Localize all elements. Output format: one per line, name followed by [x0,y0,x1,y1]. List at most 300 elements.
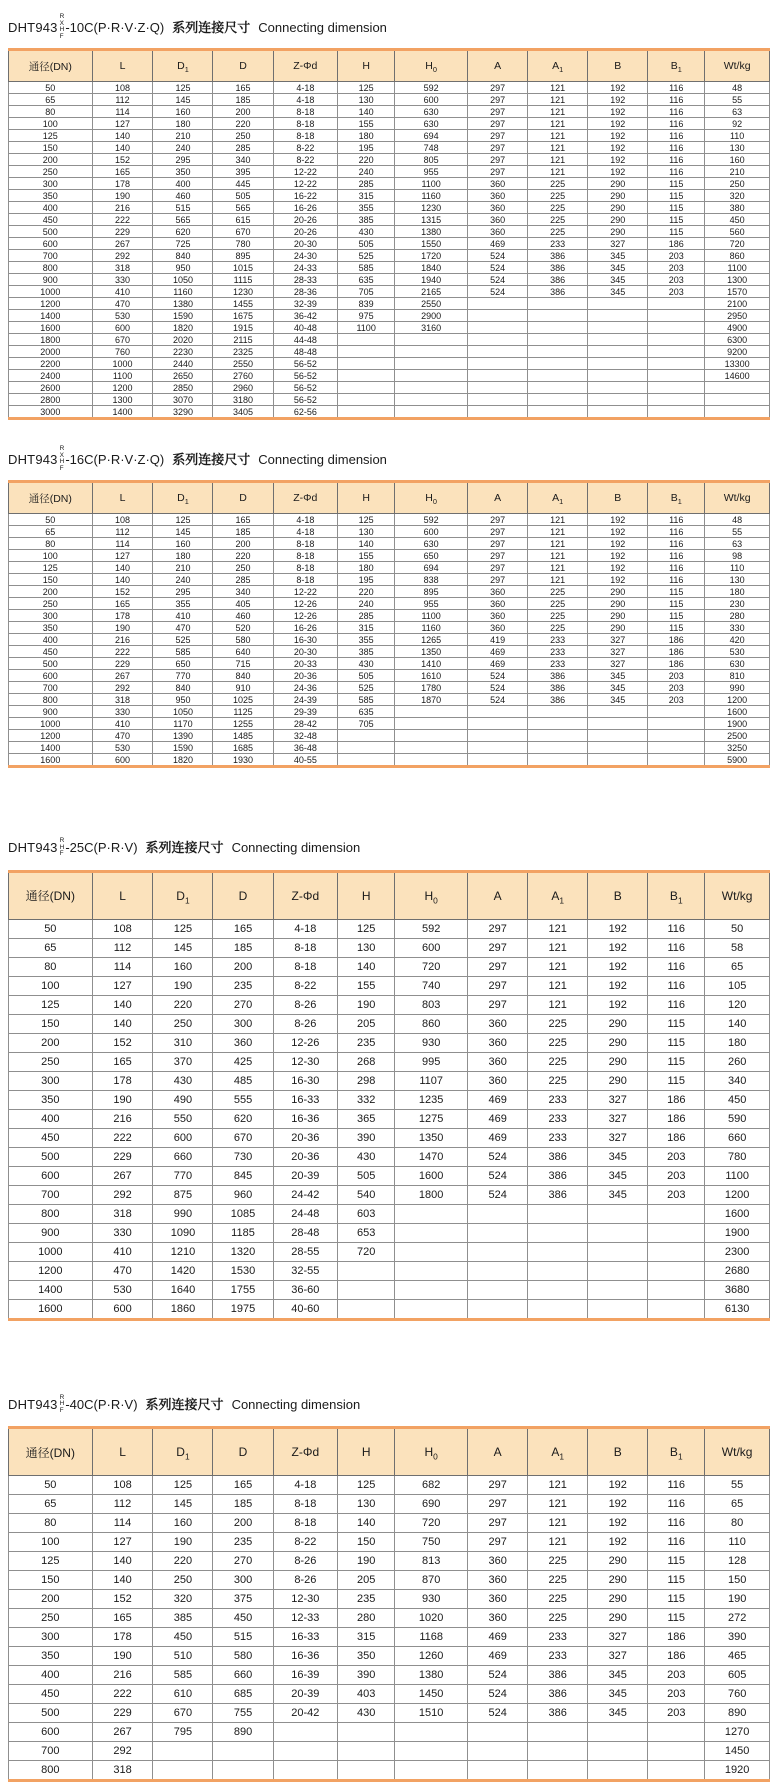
table-cell: 839 [338,298,395,310]
table-cell: 225 [528,1571,588,1590]
table-cell: 2165 [395,286,468,298]
table-cell: 1265 [395,634,468,646]
table-cell: 50 [705,919,770,938]
table-cell: 465 [705,1647,770,1666]
table-cell: 125 [153,82,213,94]
table-cell [338,394,395,406]
table-cell: 2600 [9,382,93,394]
table-cell: 150 [9,1014,93,1033]
table-cell [338,742,395,754]
table-cell [528,298,588,310]
table-cell: 345 [588,670,648,682]
table-cell [528,358,588,370]
table-cell: 600 [153,1128,213,1147]
table-cell: 233 [528,1109,588,1128]
table-cell: 2440 [153,358,213,370]
table-cell: 116 [648,118,705,130]
table-row [9,742,770,754]
table-cell [648,310,705,322]
table-cell: 1100 [338,322,395,334]
table-cell: 114 [92,1514,153,1533]
stack-letter: H [59,458,65,465]
table-row [9,298,770,310]
table-cell: 28-48 [273,1223,338,1242]
column-header: H [338,1428,395,1476]
section-title-10c [8,4,770,48]
table-cell: 110 [705,562,770,574]
table-cell: 115 [648,622,705,634]
table-cell: 116 [648,94,705,106]
table-cell: 260 [705,1052,770,1071]
table-cell: 800 [9,1761,93,1781]
table-cell: 116 [648,995,705,1014]
table-row [9,142,770,154]
stack-letter: R [59,445,65,452]
table-cell: 530 [92,1280,153,1299]
table-cell: 524 [468,274,528,286]
table-cell: 285 [338,610,395,622]
table-cell [588,406,648,419]
table-cell: 290 [588,610,648,622]
table-cell: 32-55 [273,1261,338,1280]
table-row [9,166,770,178]
table-cell: 12-30 [273,1590,338,1609]
table-cell: 2020 [153,334,213,346]
stack-letter: R [59,1393,65,1401]
table-cell: 860 [705,250,770,262]
table-cell: 190 [338,1552,395,1571]
table-cell: 121 [528,957,588,976]
table-cell: 592 [395,514,468,526]
table-cell [395,1280,468,1299]
table-cell: 16-30 [273,1071,338,1090]
table-row [9,562,770,574]
table-cell: 267 [92,670,153,682]
table-cell: 100 [9,550,93,562]
table-cell: 660 [213,1666,273,1685]
table-cell: 700 [9,250,93,262]
table-cell: 121 [528,130,588,142]
table-cell: 2960 [213,382,273,394]
table-cell: 8-18 [273,130,338,142]
table-cell: 360 [468,1052,528,1071]
table-cell: 592 [395,82,468,94]
table-cell: 229 [92,1147,153,1166]
table-cell: 24-39 [273,694,338,706]
table-cell: 229 [92,226,153,238]
table-row [9,1128,770,1147]
table-row [9,1647,770,1666]
table-row [9,514,770,526]
table-cell: 350 [338,1647,395,1666]
column-header: 通径(DN) [9,871,93,919]
table-cell: 297 [468,118,528,130]
table-row [9,1014,770,1033]
table-cell: 203 [648,274,705,286]
table-cell: 995 [395,1052,468,1071]
table-cell: 115 [648,1571,705,1590]
table-cell: 16-33 [273,1628,338,1647]
table-cell: 115 [648,178,705,190]
table-cell: 524 [468,670,528,682]
table-cell: 1975 [213,1299,273,1319]
table-cell: 250 [213,562,273,574]
table-cell: 930 [395,1033,468,1052]
table-cell: 1000 [9,286,93,298]
table-cell: 1940 [395,274,468,286]
column-header: Z-Φd [273,50,338,82]
table-cell: 63 [705,106,770,118]
table-cell: 1050 [153,706,213,718]
table-cell: 121 [528,82,588,94]
table-cell: 524 [468,286,528,298]
table-cell: 315 [338,1628,395,1647]
table-cell: 112 [92,1495,153,1514]
table-cell: 386 [528,274,588,286]
column-header: $D_1$ [153,50,213,82]
table-cell: 327 [588,646,648,658]
table-cell: 125 [338,82,395,94]
table-cell: 890 [705,1704,770,1723]
section-title-40c [8,1381,770,1427]
table-cell: 165 [213,514,273,526]
table-cell: 610 [153,1685,213,1704]
table-row [9,634,770,646]
table-cell: 116 [648,957,705,976]
table-cell: 220 [153,995,213,1014]
column-header: Wt/kg [705,871,770,919]
table-row [9,957,770,976]
table-cell [213,1742,273,1761]
table-row [9,938,770,957]
table-cell: 200 [9,586,93,598]
table-cell [468,298,528,310]
table-cell: 65 [9,938,93,957]
table-cell: 178 [92,610,153,622]
table-cell: 469 [468,1647,528,1666]
table-cell [528,1261,588,1280]
table-cell: 50 [9,1476,93,1495]
table-cell: 386 [528,250,588,262]
table-cell: 300 [9,1071,93,1090]
table-cell: 145 [153,94,213,106]
table-cell: 192 [588,995,648,1014]
table-cell: 297 [468,1476,528,1495]
table-cell: 110 [705,130,770,142]
table-cell: 1455 [213,298,273,310]
table-row [9,610,770,622]
table-cell [468,1761,528,1781]
table-cell: 195 [338,574,395,586]
table-cell: 116 [648,514,705,526]
table-cell [528,1723,588,1742]
table-cell: 130 [705,574,770,586]
table-cell: 430 [338,226,395,238]
table-cell: 186 [648,658,705,670]
table-cell: 1640 [153,1280,213,1299]
table-cell: 250 [705,178,770,190]
table-cell: 235 [338,1033,395,1052]
table-cell: 682 [395,1476,468,1495]
table-cell: 8-22 [273,976,338,995]
table-cell: 860 [395,1014,468,1033]
table-cell: 108 [92,82,153,94]
table-cell: 1200 [9,1261,93,1280]
table-cell [395,754,468,767]
table-cell: 400 [9,202,93,214]
table-cell: 203 [648,682,705,694]
table-cell: 290 [588,1014,648,1033]
table-row [9,190,770,202]
table-cell: 580 [213,1647,273,1666]
section-10c [8,4,770,420]
table-cell: 469 [468,238,528,250]
table-cell: 360 [468,190,528,202]
table-cell [588,310,648,322]
table-cell: 297 [468,154,528,166]
header-row [9,1428,770,1476]
table-cell: 1185 [213,1223,273,1242]
table-cell: 225 [528,226,588,238]
table-cell: 1170 [153,718,213,730]
table-cell: 240 [153,574,213,586]
table-cell: 2850 [153,382,213,394]
table-cell: 1755 [213,1280,273,1299]
table-cell: 345 [588,274,648,286]
table-cell: 990 [705,682,770,694]
table-cell: 720 [338,1242,395,1261]
table-cell: 65 [705,957,770,976]
table-cell: 8-26 [273,1552,338,1571]
table-cell: 360 [468,226,528,238]
table-cell: 121 [528,154,588,166]
table-cell: 100 [9,1533,93,1552]
table-cell: 233 [528,1128,588,1147]
table-cell: 297 [468,574,528,586]
table-row [9,406,770,419]
table-cell: 160 [153,106,213,118]
table-cell: 290 [588,622,648,634]
table-cell: 900 [9,706,93,718]
table-cell: 386 [528,1147,588,1166]
table-cell: 195 [338,142,395,154]
column-header: L [92,1428,153,1476]
table-cell: 20-36 [273,1147,338,1166]
table-cell: 230 [705,598,770,610]
table-cell: 128 [705,1552,770,1571]
table-cell: 650 [395,550,468,562]
table-cell: 4-18 [273,94,338,106]
header-row [9,482,770,514]
table-cell: 297 [468,526,528,538]
column-header: B [588,871,648,919]
column-header: A [468,482,528,514]
table-cell: 116 [648,1476,705,1495]
table-cell: 524 [468,1685,528,1704]
column-header: D [213,871,273,919]
table-cell [468,1242,528,1261]
table-cell: 800 [9,262,93,274]
table-row [9,538,770,550]
table-cell: 297 [468,550,528,562]
table-cell: 318 [92,1204,153,1223]
table-cell [468,1280,528,1299]
column-header: B [588,1428,648,1476]
title-en: Connecting dimension [231,840,361,856]
table-cell: 9200 [705,346,770,358]
table-cell: 1255 [213,718,273,730]
table-cell [468,1223,528,1242]
table-cell: 12-26 [273,610,338,622]
table-cell: 145 [153,526,213,538]
table-cell: 810 [705,670,770,682]
table-row [9,730,770,742]
table-cell: 225 [528,1052,588,1071]
table-cell: 445 [213,178,273,190]
table-cell: 2900 [395,310,468,322]
table-cell: 233 [528,1628,588,1647]
table-cell: 3070 [153,394,213,406]
table-cell: 653 [338,1223,395,1242]
table-cell: 192 [588,550,648,562]
table-cell: 524 [468,1666,528,1685]
table-cell: 950 [153,694,213,706]
stack-letter: F [59,464,64,472]
table-cell: 469 [468,1090,528,1109]
table-cell [468,1204,528,1223]
table-cell: 36-48 [273,742,338,754]
table-cell: 360 [468,610,528,622]
table-cell: 360 [468,1014,528,1033]
table-cell [468,310,528,322]
column-header: Wt/kg [705,1428,770,1476]
table-cell: 550 [153,1109,213,1128]
table-cell: 450 [705,1090,770,1109]
table-cell: 40-48 [273,322,338,334]
table-cell: 1275 [395,1109,468,1128]
table-row [9,310,770,322]
table-cell [648,1761,705,1781]
table-cell: 1685 [213,742,273,754]
table-cell: 715 [213,658,273,670]
table-cell: 225 [528,1609,588,1628]
table-cell: 270 [213,1552,273,1571]
table-cell: 186 [648,1109,705,1128]
table-cell: 297 [468,1514,528,1533]
table-cell: 233 [528,238,588,250]
table-cell: 4-18 [273,919,338,938]
table-cell: 2550 [395,298,468,310]
table-cell: 140 [338,957,395,976]
table-cell: 8-26 [273,1014,338,1033]
table-cell: 8-22 [273,1533,338,1552]
table-cell: 1235 [395,1090,468,1109]
table-row [9,238,770,250]
table-cell [588,298,648,310]
table-cell [588,346,648,358]
table-cell: 515 [213,1628,273,1647]
table-cell [648,1223,705,1242]
table-cell [338,730,395,742]
table-cell: 685 [213,1685,273,1704]
table-cell: 1115 [213,274,273,286]
table-row [9,130,770,142]
table-cell: 240 [338,598,395,610]
table-cell: 386 [528,1704,588,1723]
table-cell: 750 [395,1533,468,1552]
table-cell: 121 [528,106,588,118]
table-cell: 6300 [705,334,770,346]
table-cell: 600 [9,670,93,682]
table-cell: 1050 [153,274,213,286]
table-cell: 160 [153,538,213,550]
table-cell: 12-22 [273,178,338,190]
table-cell: 327 [588,238,648,250]
table-row [9,1090,770,1109]
table-cell: 1200 [9,730,93,742]
table-cell: 186 [648,646,705,658]
table-cell: 1100 [395,178,468,190]
table-cell: 125 [338,1476,395,1495]
table-cell: 192 [588,154,648,166]
table-cell: 116 [648,1533,705,1552]
table-cell: 469 [468,646,528,658]
table-cell: 355 [338,202,395,214]
table-cell: 130 [705,142,770,154]
table-cell: 900 [9,274,93,286]
table-cell [338,358,395,370]
table-cell: 694 [395,130,468,142]
table-cell: 290 [588,598,648,610]
table-cell [395,334,468,346]
table-cell: 380 [705,202,770,214]
table-cell: 1390 [153,730,213,742]
table-cell: 229 [92,658,153,670]
table-cell: 150 [9,1571,93,1590]
table-cell: 55 [705,1476,770,1495]
table-cell: 24-36 [273,682,338,694]
table-cell: 192 [588,526,648,538]
table-cell: 327 [588,1128,648,1147]
table-cell: 186 [648,1647,705,1666]
table-row [9,1704,770,1723]
table-cell: 1100 [395,610,468,622]
table-cell: 780 [705,1147,770,1166]
table-cell: 290 [588,1033,648,1052]
table-cell: 555 [213,1090,273,1109]
table-cell: 165 [92,598,153,610]
table-cell: 1820 [153,322,213,334]
table-cell: 330 [92,274,153,286]
table-cell [468,1723,528,1742]
table-cell: 225 [528,1071,588,1090]
table-cell: 3290 [153,406,213,419]
table-cell: 290 [588,1571,648,1590]
table-cell: 470 [153,622,213,634]
table-cell: 425 [213,1052,273,1071]
table-cell [528,1242,588,1261]
table-cell: 216 [92,202,153,214]
table-cell: 28-42 [273,718,338,730]
section-title-25c [8,824,770,870]
table-row [9,1723,770,1742]
table-cell: 600 [9,1723,93,1742]
column-header: Wt/kg [705,482,770,514]
table-cell: 80 [9,106,93,118]
table-cell: 2115 [213,334,273,346]
table-cell: 222 [92,1685,153,1704]
table-cell: 250 [9,166,93,178]
